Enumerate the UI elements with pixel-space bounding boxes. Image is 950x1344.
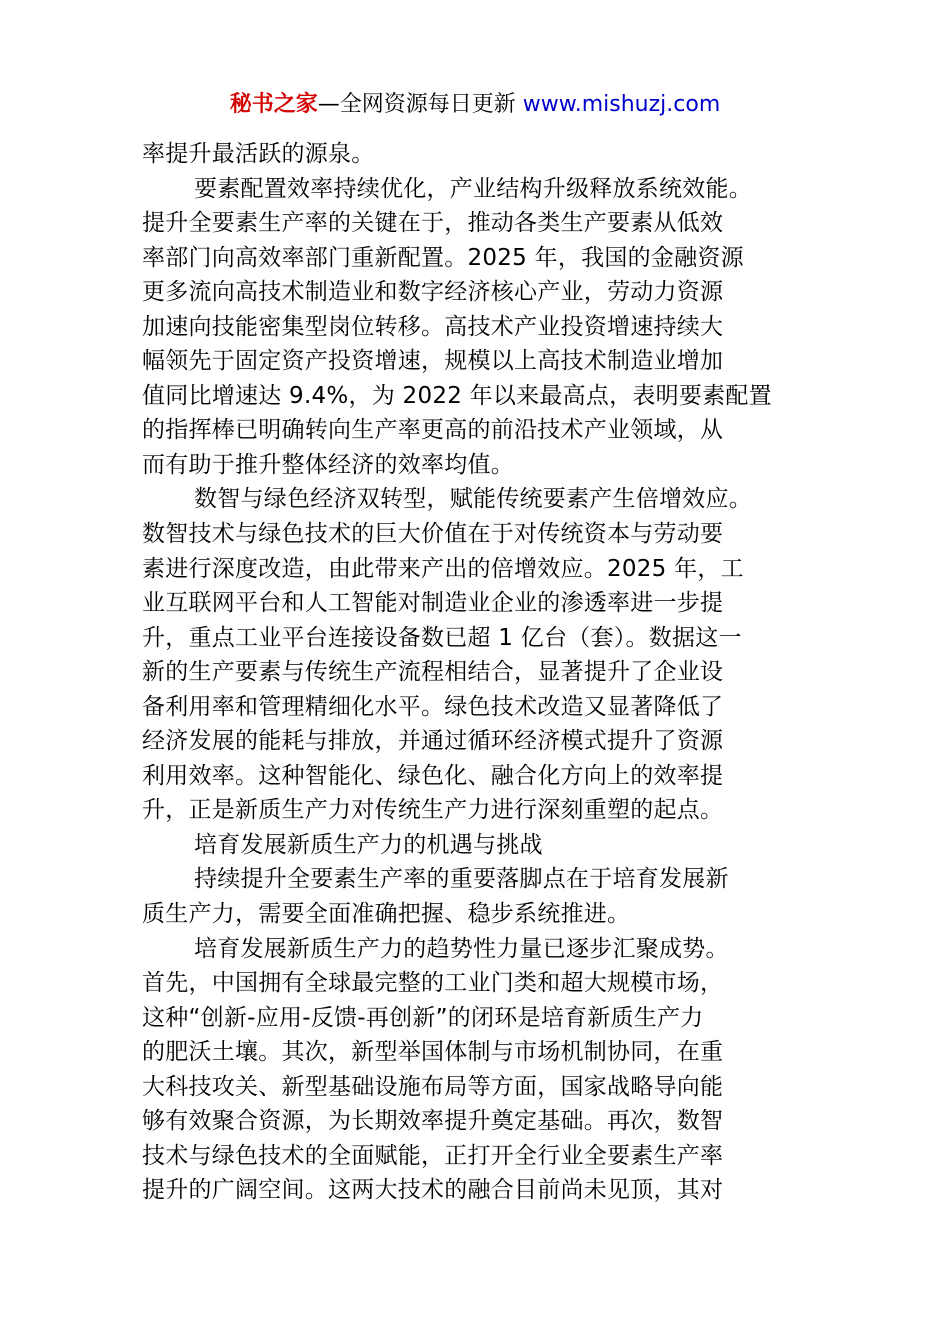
text-line: 持续提升全要素生产率的重要落脚点在于培育发展新 [194,866,729,893]
text-line: 幅领先于固定资产投资增速，规模以上高技术制造业增加 [142,348,724,375]
text-line: 技术与绿色技术的全面赋能，正打开全行业全要素生产率 [142,1142,724,1169]
text-line: 这种“创新-应用-反馈-再创新”的闭环是培育新质生产力 [142,1004,704,1031]
text-line: 提升的广阔空间。这两大技术的融合目前尚未见顶，其对 [142,1177,724,1204]
website-link[interactable]: www.mishuzj.com [522,92,721,117]
text-line: 率部门向高效率部门重新配置。2025 年，我国的金融资源 [142,244,744,271]
text-line: 大科技攻关、新型基础设施布局等方面，国家战略导向能 [142,1073,724,1100]
text-line: 质生产力，需要全面准确把握、稳步系统推进。 [142,901,631,928]
text-line: 升，正是新质生产力对传统生产力进行深刻重塑的起点。 [142,797,724,824]
text-line: 要素配置效率持续优化，产业结构升级释放系统效能。 [194,175,752,202]
text-line: 培育发展新质生产力的趋势性力量已逐步汇聚成势。 [194,935,729,962]
text-line: 经济发展的能耗与排放，并通过循环经济模式提升了资源 [142,728,724,755]
brand-name: 秘书之家 [229,92,318,117]
text-line: 而有助于推升整体经济的效率均值。 [142,451,514,478]
text-line: 利用效率。这种智能化、绿色化、融合化方向上的效率提 [142,762,724,789]
text-line: 素进行深度改造，由此带来产出的倍增效应。2025 年，工 [142,555,744,582]
text-line: 升，重点工业平台连接设备数已超 1 亿台（套）。数据这一 [142,624,742,651]
text-line: 培育发展新质生产力的机遇与挑战 [194,831,543,858]
text-line: 的肥沃土壤。其次，新型举国体制与市场机制协同，在重 [142,1039,724,1066]
text-line: 备利用率和管理精细化水平。绿色技术改造又显著降低了 [142,693,724,720]
text-line: 数智与绿色经济双转型，赋能传统要素产生倍增效应。 [194,486,752,513]
text-line: 新的生产要素与传统生产流程相结合，显著提升了企业设 [142,659,724,686]
text-line: 够有效聚合资源，为长期效率提升奠定基础。再次，数智 [142,1108,724,1135]
document-body [142,137,812,1208]
text-line: 业互联网平台和人工智能对制造业企业的渗透率进一步提 [142,590,724,617]
text-line: 加速向技能密集型岗位转移。高技术产业投资增速持续大 [142,313,724,340]
text-line: 率提升最活跃的源泉。 [142,141,375,167]
text-line: 值同比增速达 9.4%，为 2022 年以来最高点，表明要素配置 [142,382,772,409]
text-line: 数智技术与绿色技术的巨大价值在于对传统资本与劳动要 [142,521,724,548]
text-line: 的指挥棒已明确转向生产率更高的前沿技术产业领域，从 [142,417,724,444]
page-header [0,88,950,122]
text-line: 更多流向高技术制造业和数字经济核心产业，劳动力资源 [142,279,724,306]
header-tagline: —全网资源每日更新 [317,92,516,117]
text-line: 提升全要素生产率的关键在于，推动各类生产要素从低效 [142,210,724,237]
text-line: 首先，中国拥有全球最完整的工业门类和超大规模市场， [142,970,724,997]
